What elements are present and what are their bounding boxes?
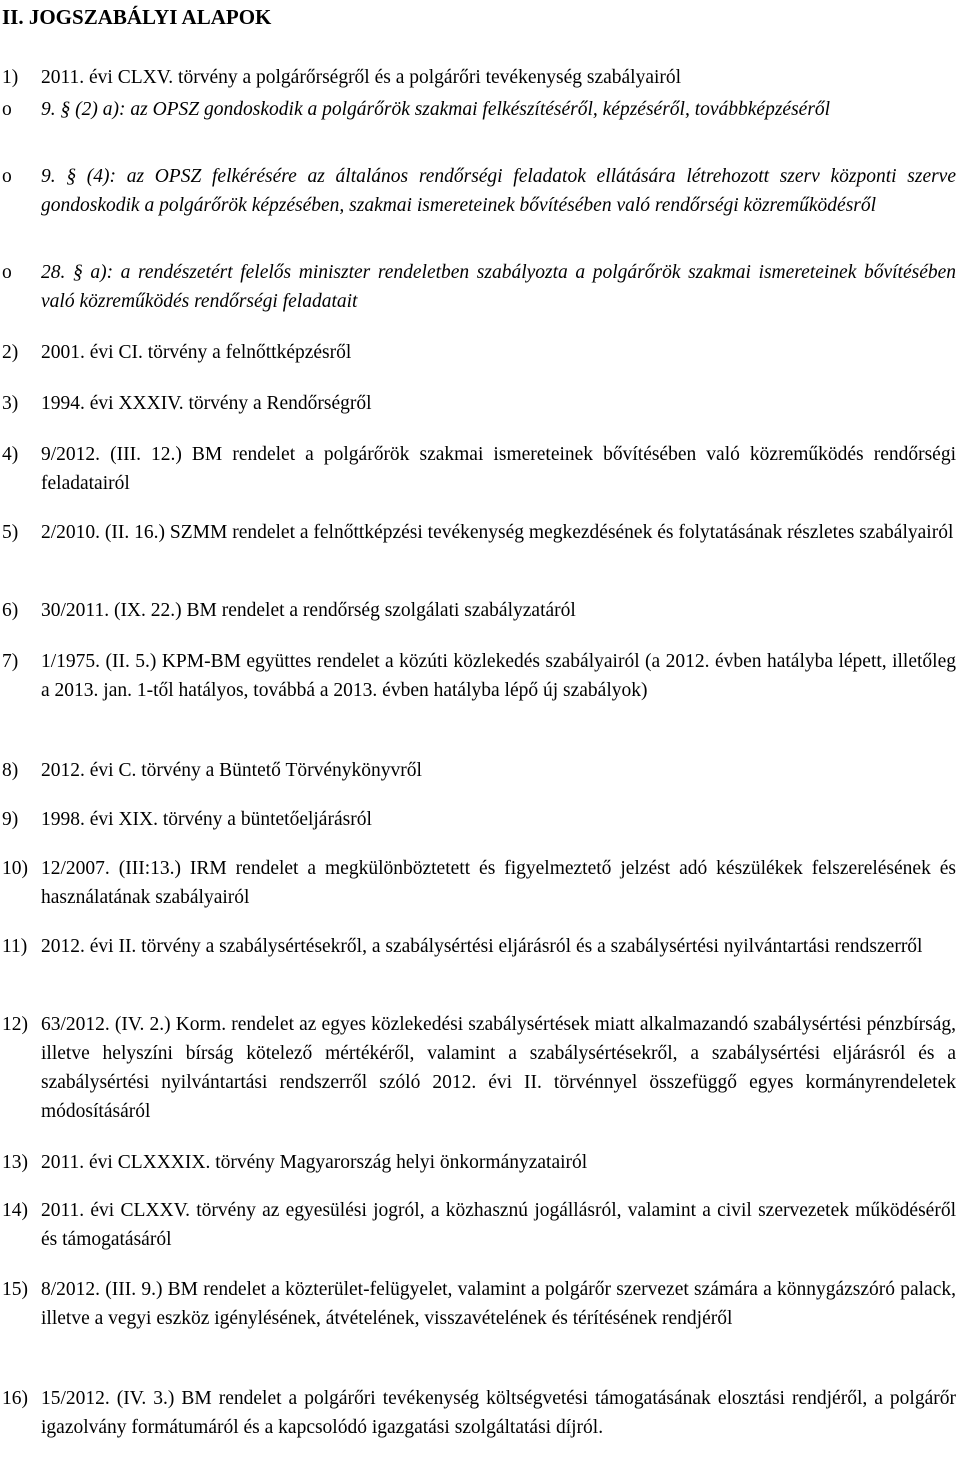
item-text: 2001. évi CI. törvény a felnőttképzésről <box>41 342 352 363</box>
bullet-icon: o <box>2 99 12 120</box>
section-heading: II. JOGSZABÁLYI ALAPOK <box>2 5 272 29</box>
item-number: 11) <box>2 936 28 957</box>
list-item <box>0 647 956 705</box>
item-number: 12) <box>2 1014 28 1035</box>
item-text: 63/2012. (IV. 2.) Korm. rendelet az egyes közlekedési szabálysértések miatt alkalmazandó szabálysértési pénzbírság, illetve helyszíni bírság kötelező mértékéről, valamint a szabálysértésekről, a szabálysértési eljárásról és a szabálysértési nyilvántartási rendszerről szóló 2012. évi II. törvénnyel összefüggő egyes kormányrendeletek módosításáról <box>41 1014 956 1122</box>
item-text: 9/2012. (III. 12.) BM rendelet a polgárőrök szakmai ismereteinek bővítésében való közreműködés rendőrségi feladatairól <box>41 444 956 494</box>
list-item <box>0 1196 956 1254</box>
sub-list-item <box>0 258 956 316</box>
sub-item-content: 9. § (2) a): az OPSZ gondoskodik a polgárőrök szakmai felkészítéséről, képzéséről, továbbképzéséről <box>41 99 831 120</box>
item-number: 1) <box>2 67 19 88</box>
bullet-icon: o <box>2 262 12 283</box>
item-text: 2011. évi CLXXV. törvény az egyesülési jogról, a közhasznú jogállásról, valamint a civil szervezetek működéséről és támogatásáról <box>41 1200 956 1250</box>
sub-item-content: 9. § (4): az OPSZ felkérésére az általános rendőrségi feladatok ellátására létrehozott szerv központi szerve gondoskodik a polgárőrök képzésében, szakmai ismereteinek bővítésében való rendőrségi közreműködésről <box>41 166 956 216</box>
item-text: 2011. évi CLXXXIX. törvény Magyarország helyi önkormányzatairól <box>41 1152 588 1173</box>
item-text: 15/2012. (IV. 3.) BM rendelet a polgárőri tevékenység költségvetési támogatásának elosztási rendjéről, a polgárőr igazolvány formátumáról és a kapcsolódó igazgatási szolgáltatási díjról. <box>41 1388 956 1438</box>
sub-item-text <box>41 95 956 124</box>
item-text: 2/2010. (II. 16.) SZMM rendelet a felnőttképzési tevékenység megkezdésének és folytatásának részletes szabályairól <box>41 522 954 543</box>
list-item <box>0 518 956 547</box>
list-item <box>0 1010 956 1126</box>
list-item <box>0 932 956 961</box>
item-text: 1/1975. (II. 5.) KPM-BM együttes rendelet a közúti közlekedés szabályairól (a 2012. évben hatályba lépett, illetőleg a 2013. jan. 1-től hatályos, továbbá a 2013. évben hatályba lépő új szabályok) <box>41 651 956 701</box>
sub-list-item <box>0 162 956 220</box>
item-number: 10) <box>2 858 28 879</box>
item-text: 30/2011. (IX. 22.) BM rendelet a rendőrség szolgálati szabályzatáról <box>41 600 576 621</box>
item-number: 7) <box>2 651 19 672</box>
item-text: 8/2012. (III. 9.) BM rendelet a közterület-felügyelet, valamint a polgárőr szervezet számára a könnygázszóró palack, illetve a vegyi eszköz igénylésének, átvételének, visszavételének és térítésének rendjéről <box>41 1279 956 1329</box>
item-number: 15) <box>2 1279 28 1300</box>
item-number: 8) <box>2 760 19 781</box>
item-number: 5) <box>2 522 19 543</box>
item-number: 4) <box>2 444 19 465</box>
list-item <box>0 389 956 418</box>
item-text: 1994. évi XXXIV. törvény a Rendőrségről <box>41 393 372 414</box>
item-number: 9) <box>2 809 19 830</box>
item-number: 3) <box>2 393 19 414</box>
bullet-icon: o <box>2 166 12 187</box>
sub-list-item <box>0 95 956 124</box>
list-item <box>0 596 956 625</box>
sub-item-content: 28. § a): a rendészetért felelős miniszter rendeletben szabályozta a polgárőrök szakmai ismereteinek bővítésében való közreműködés rendőrségi feladatait <box>41 262 956 312</box>
list-item <box>0 338 956 367</box>
list-item <box>0 1384 956 1442</box>
list-item <box>0 63 956 92</box>
sub-item-text <box>41 162 956 220</box>
item-text: 2012. évi II. törvény a szabálysértésekről, a szabálysértési eljárásról és a szabálysértési nyilvántartási rendszerről <box>41 936 923 957</box>
item-text: 2012. évi C. törvény a Büntető Törvénykönyvről <box>41 760 422 781</box>
list-item <box>0 854 956 912</box>
item-number: 6) <box>2 600 19 621</box>
item-text: 1998. évi XIX. törvény a büntetőeljárásról <box>41 809 372 830</box>
item-number: 16) <box>2 1388 28 1409</box>
sub-item-text <box>41 258 956 316</box>
list-item <box>0 1275 956 1333</box>
list-item <box>0 805 956 834</box>
list-item <box>0 440 956 498</box>
list-item <box>0 1148 956 1177</box>
list-item <box>0 756 956 785</box>
item-text: 2011. évi CLXV. törvény a polgárőrségről és a polgárőri tevékenység szabályairól <box>41 67 682 88</box>
item-text: 12/2007. (III:13.) IRM rendelet a megkülönböztetett és figyelmeztető jelzést adó készülékek felszerelésének és használatának szabályairól <box>41 858 956 908</box>
item-number: 13) <box>2 1152 28 1173</box>
item-number: 2) <box>2 342 19 363</box>
item-number: 14) <box>2 1200 28 1221</box>
